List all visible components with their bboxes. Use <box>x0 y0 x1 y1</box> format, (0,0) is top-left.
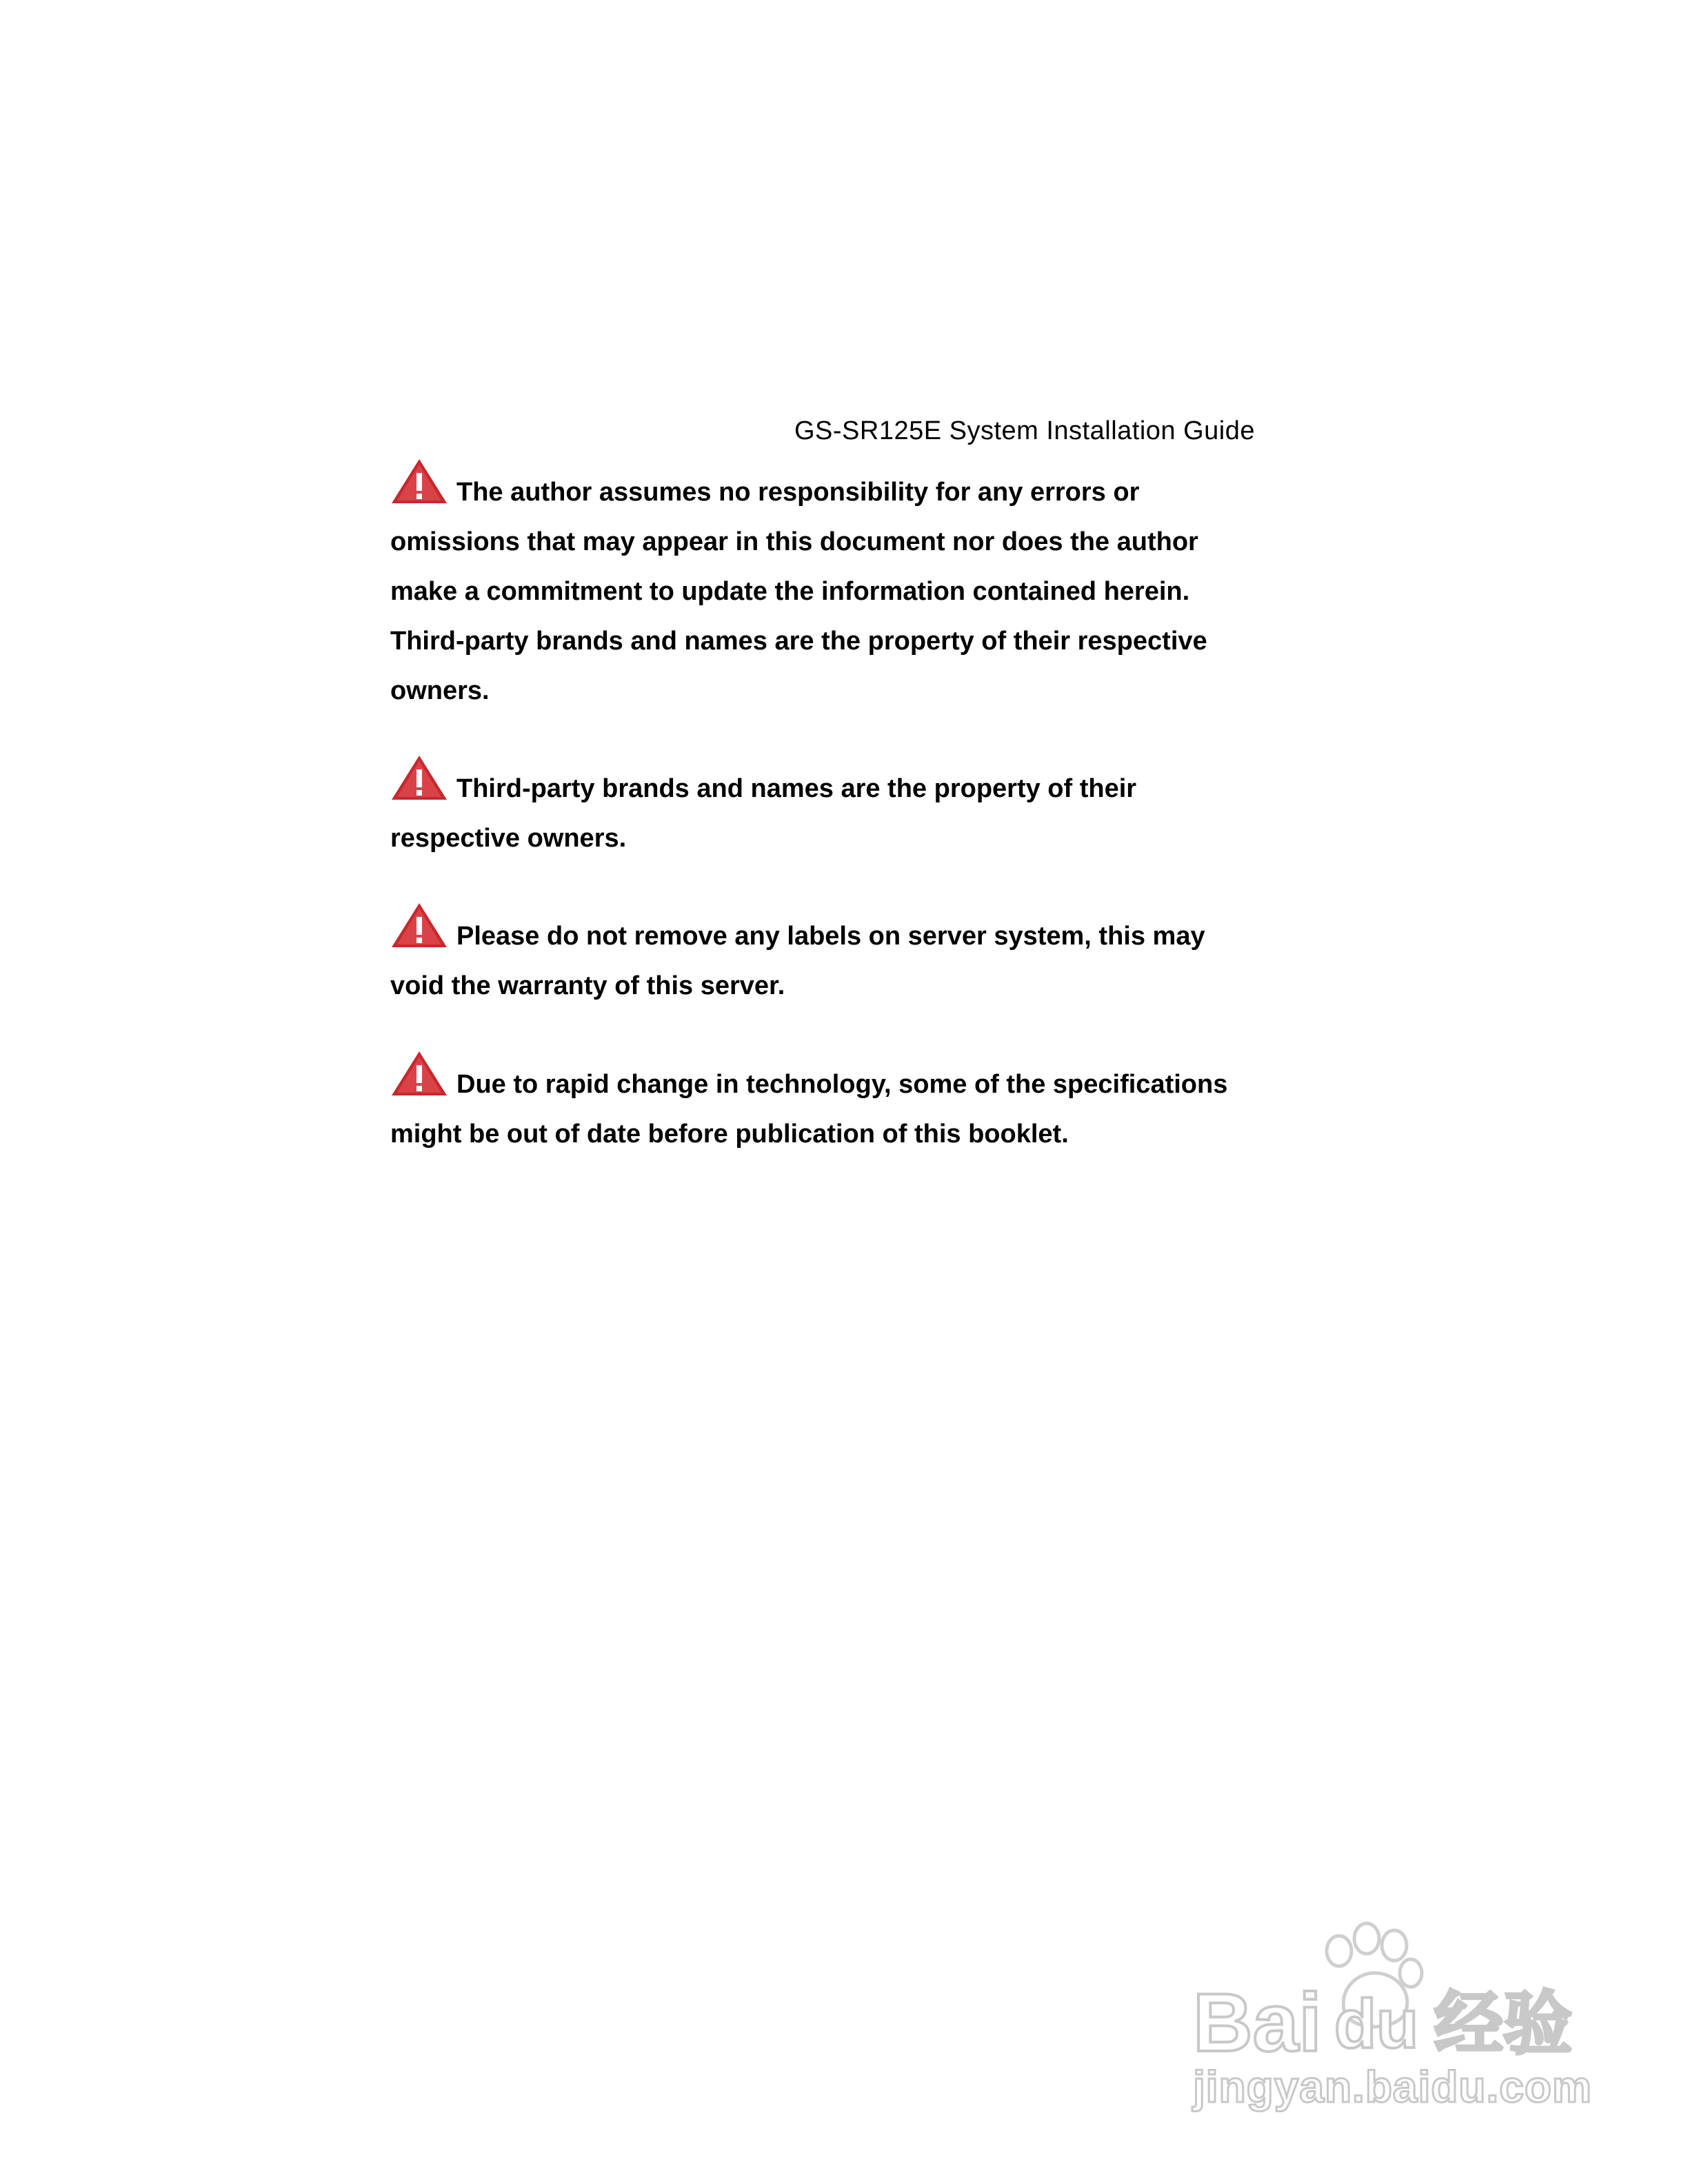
warning-triangle-icon <box>390 754 448 802</box>
page-header-title: GS-SR125E System Installation Guide <box>794 416 1255 445</box>
notice-text: Due to rapid change in technology, some of the specifications might be out of date before publication of this booklet. <box>390 1070 1228 1149</box>
notice-paragraph <box>390 1050 1259 1159</box>
warning-triangle-icon <box>390 1050 448 1098</box>
notice-paragraph <box>390 458 1259 716</box>
notice-text: Please do not remove any labels on server system, this may void the warranty of this server. <box>390 922 1205 1000</box>
notice-paragraph <box>390 754 1259 863</box>
warning-triangle-icon <box>390 458 448 506</box>
notice-text: The author assumes no responsibility for any errors or omissions that may appear in this document nor does the author make a commitment to update the information contained herein. Third-party brands and names are the property of their respective owners. <box>390 478 1207 705</box>
svg-text:经验: 经验 <box>1434 1985 1572 2063</box>
warning-triangle-icon <box>390 902 448 950</box>
svg-text:Bai: Bai <box>1193 1976 1322 2069</box>
svg-text:du: du <box>1334 1985 1419 2063</box>
watermark-domain-text: jingyan.baidu.com <box>1193 2062 1592 2112</box>
notice-paragraph <box>390 902 1259 1011</box>
notice-text: Third-party brands and names are the property of their respective owners. <box>390 774 1137 853</box>
